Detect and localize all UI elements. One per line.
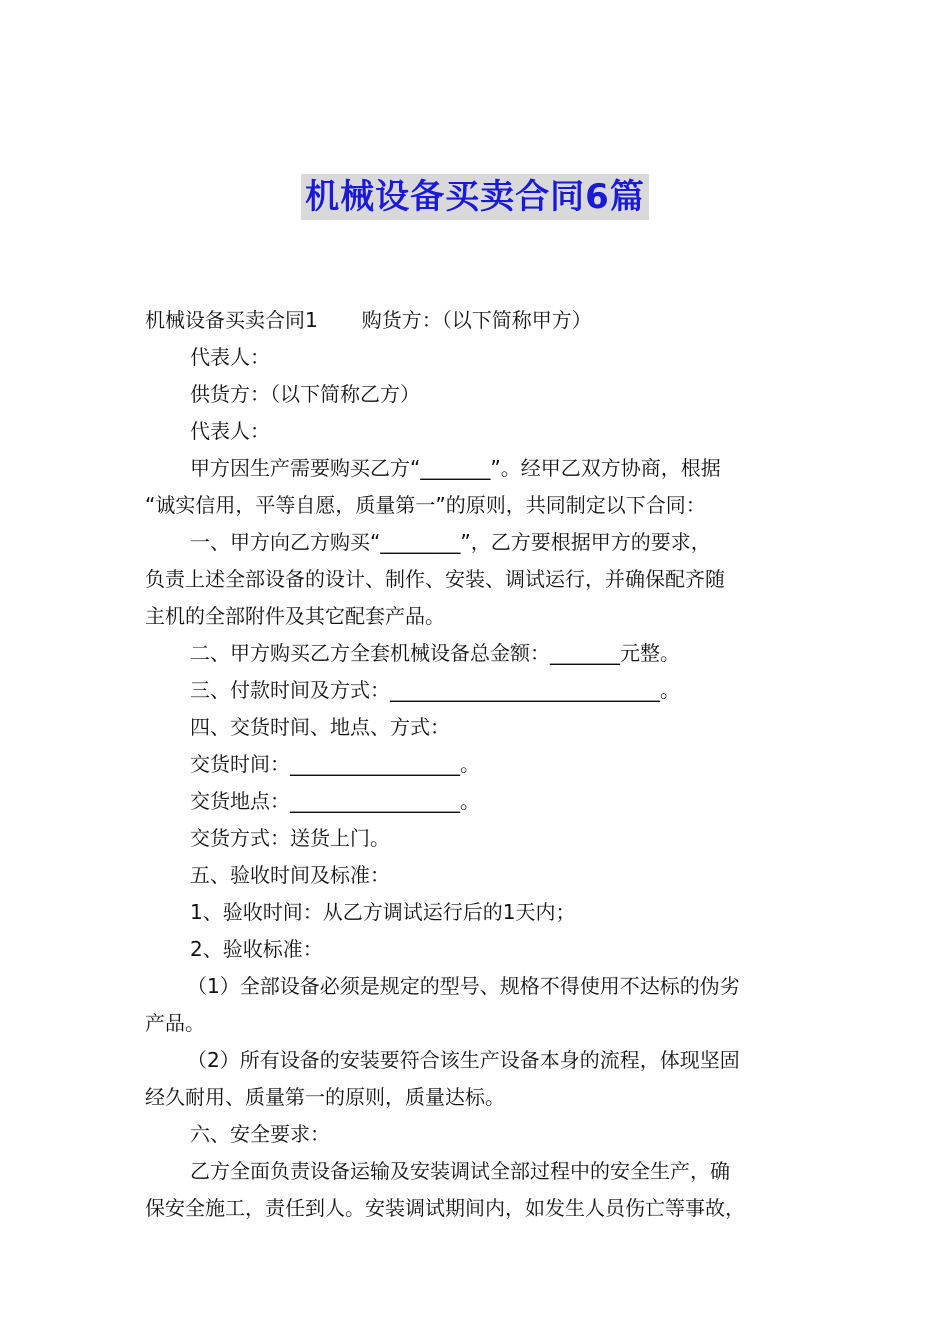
contract-heading-line xyxy=(145,302,815,339)
title-container xyxy=(0,174,950,220)
clause-3: 三、付款时间及方式：___________________________。 xyxy=(190,678,680,702)
delivery-time: 交货时间：_________________。 xyxy=(190,752,480,776)
acceptance-time: 1、验收时间：从乙方调试运行后的1天内； xyxy=(190,900,576,924)
clause-1-line: 负责上述全部设备的设计、制作、安装、调试运行，并确保配齐随 xyxy=(145,567,725,591)
supplier-label: 供货方：（以下简称乙方） xyxy=(190,382,420,406)
contract-number: 机械设备买卖合同1 xyxy=(145,308,318,332)
buyer-representative: 代表人： xyxy=(190,345,270,369)
clause-5: 五、验收时间及标准： xyxy=(190,863,390,887)
delivery-place: 交货地点：_________________。 xyxy=(190,789,480,813)
standard-item-2: 经久耐用、质量第一的原则，质量达标。 xyxy=(145,1085,505,1109)
clause-6: 六、安全要求： xyxy=(190,1122,330,1146)
supplier-representative: 代表人： xyxy=(190,419,270,443)
safety-paragraph: 保安全施工，责任到人。安装调试期间内，如发生人员伤亡等事故， xyxy=(145,1196,745,1220)
delivery-method: 交货方式：送货上门。 xyxy=(190,826,390,850)
safety-paragraph: 乙方全面负责设备运输及安装调试全部过程中的安全生产，确 xyxy=(190,1159,730,1183)
clause-2: 二、甲方购买乙方全套机械设备总金额：_______元整。 xyxy=(190,641,680,665)
acceptance-standard: 2、验收标准： xyxy=(190,937,323,961)
standard-item-1: （1）全部设备必须是规定的型号、规格不得使用不达标的伪劣 xyxy=(187,974,740,998)
standard-item-1: 产品。 xyxy=(145,1011,205,1035)
buyer-label: 购货方：（以下简称甲方） xyxy=(361,308,592,332)
contract-body xyxy=(145,302,815,1227)
document-title: 机械设备买卖合同6篇 xyxy=(301,174,649,220)
standard-item-2: （2）所有设备的安装要符合该生产设备本身的流程，体现坚固 xyxy=(187,1048,740,1072)
paragraph-line: “诚实信用，平等自愿，质量第一”的原则，共同制定以下合同： xyxy=(145,493,706,517)
clause-1-line: 一、甲方向乙方购买“________”，乙方要根据甲方的要求， xyxy=(190,530,711,554)
clause-4: 四、交货时间、地点、方式： xyxy=(190,715,450,739)
paragraph-line: 甲方因生产需要购买乙方“_______”。经甲乙双方协商，根据 xyxy=(190,456,721,480)
clause-1-line: 主机的全部附件及其它配套产品。 xyxy=(145,604,445,628)
